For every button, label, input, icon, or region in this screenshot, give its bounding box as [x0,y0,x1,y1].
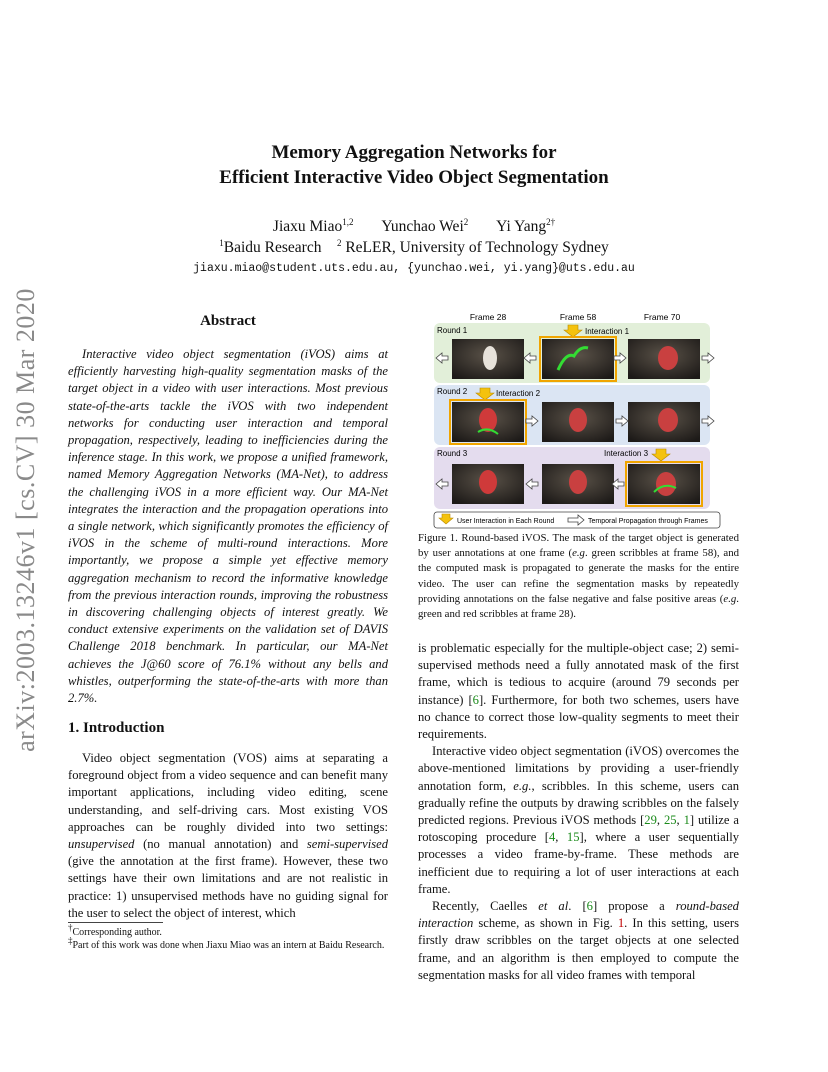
r1-frame-58 [542,339,614,379]
legend-propagation-label: Temporal Propagation through Frames [588,518,708,525]
citation-link[interactable]: 6 [472,692,479,707]
citation-link[interactable]: 29 [644,813,657,828]
interaction-3-label: Interaction 3 [604,449,649,458]
abstract-text: Interactive video object segmentation (iVOS) aims at efficiently harvesting high-quality segmentation masks of the target object in a video with user interactions. Most previous state-of-the-arts tackle the iVOS with two independent networks for conducting user interaction and temporal propagation, respectively, leading to inefficiencies during the inference stage. In this work, we propose a unified framework, named Memory Aggregation Networks (MA-Net), to address the challenging iVOS in a more efficient way. Our MA-Net integrates the interaction and the propagation operations into a single network, which significantly promotes the efficiency of iVOS in the scheme of multi-round interactions. More importantly, we propose a simple yet effective memory aggregation mechanism to record the informative knowledge from the previous interaction rounds, improving the robustness in discovering challenging objects of interest greatly. We conduct extensive experiments on the validation set of DAVIS Challenge 2018 benchmark. In particular, our MA-Net achieves the J@60 score of 76.1% without any bells and whistles, outperforming the state-of-the-arts with more than 2.7%. [68,347,388,706]
right-paragraph-3: Recently, Caelles et al. [6] propose a round-based interaction scheme, as shown in Fig. 1. In this setting, users firstly draw scribbles on the target objects at one selected frame, and an algorithm is then employed to compute the segmentation masks for all video frames with temporal [418,899,739,982]
frame-header-28: Frame 28 [469,312,507,322]
citation-link[interactable]: 1 [683,813,690,828]
interaction-1-label: Interaction 1 [585,327,630,336]
author-3: Yi Yang$^{2\dagger}$ [496,216,556,235]
figure-1-diagram [432,308,722,530]
arxiv-stamp: arXiv:2003.13246v1 [cs.CV] 30 Mar 2020 [11,288,40,752]
figure-1-caption: Figure 1. Round-based iVOS. The mask of the target object is generated by user annotations at one frame (e.g. green scribbles at frame 58), and the computed mask is propagated to generate the masks for the entire video. The user can refine the segmentation masks by repeatedly providing annotations on the false negative and false positive areas (e.g. green and red scribbles at frame 28). [418,532,739,621]
citation-link[interactable]: 6 [586,899,593,914]
citation-link[interactable]: 4 [548,830,556,845]
round-1-label: Round 1 [437,326,468,335]
citation-link[interactable]: 25 [663,813,677,828]
citation-link[interactable]: 15 [566,830,580,845]
footnote-1: †Corresponding author. [68,922,162,938]
right-paragraph-2: Interactive video object segmentation (iVOS) overcomes the above-mentioned limitations by providing a user-friendly annotation form, e.g., scribbles. In this scheme, users can gradually refine the outputs by drawing scribbles on the falsely predicted regions. Previous iVOS methods [29, 25, 1] utilize a rotoscoping procedure [4, 15], where a user sequentially processes a video frame-by-frame. These methods are inefficient due to requiring a lot of user interactions at each frame. [418,744,739,896]
paper-title-line1: Memory Aggregation Networks for [271,142,557,163]
round-3-label: Round 3 [437,449,468,458]
intro-heading: 1. Introduction [68,720,165,736]
footnote-2: ‡Part of this work was done when Jiaxu Miao was an intern at Baidu Research. [68,935,385,951]
author-1: Jiaxu Miao$^{1,2}$ [272,216,354,235]
right-column-body [418,640,739,984]
figure-ref-link[interactable]: 1 [617,916,625,931]
abstract-heading: Abstract [200,313,256,329]
right-paragraph-1: is problematic especially for the multiple-object case; 2) semi-supervised methods need a fully annotated mask of the first frame, which is tedious to acquire (around 79 seconds per instance) [6]. Furthermore, for both two schemes, users have no chance to correct those low-quality segments to meet their requirements. [418,641,739,742]
author-2: Yunchao Wei$^2$ [381,216,469,235]
author-emails: jiaxu.miao@student.uts.edu.au, {yunchao.wei, yi.yang}@uts.edu.au [193,262,635,275]
frame-header-58: Frame 58 [559,312,597,322]
legend-interaction-label: User Interaction in Each Round [457,518,555,525]
paper-title-line2: Efficient Interactive Video Object Segmentation [219,167,609,188]
intro-paragraph: Video object segmentation (VOS) aims at separating a foreground object from a video sequence and can benefit many important applications, including video editing, scene understanding, and self-driving cars. Most existing VOS approaches can be roughly divided into two settings: unsupervised (no manual annotation) and semi-supervised (give the annotation at the first frame). However, these two settings have their own limitations and are not realistic in practice: 1) unsupervised methods have no guiding signal for the user to select the object of interest, which [68,751,388,920]
interaction-2-label: Interaction 2 [496,389,541,398]
round-2-label: Round 2 [437,387,468,396]
footnote-rule [68,922,163,923]
affiliations: $^1$Baidu Research $^2$ ReLER, University of Technology Sydney [219,237,609,256]
frame-header-70: Frame 70 [643,312,681,322]
figure-1 [432,308,722,530]
author-list [0,218,828,236]
